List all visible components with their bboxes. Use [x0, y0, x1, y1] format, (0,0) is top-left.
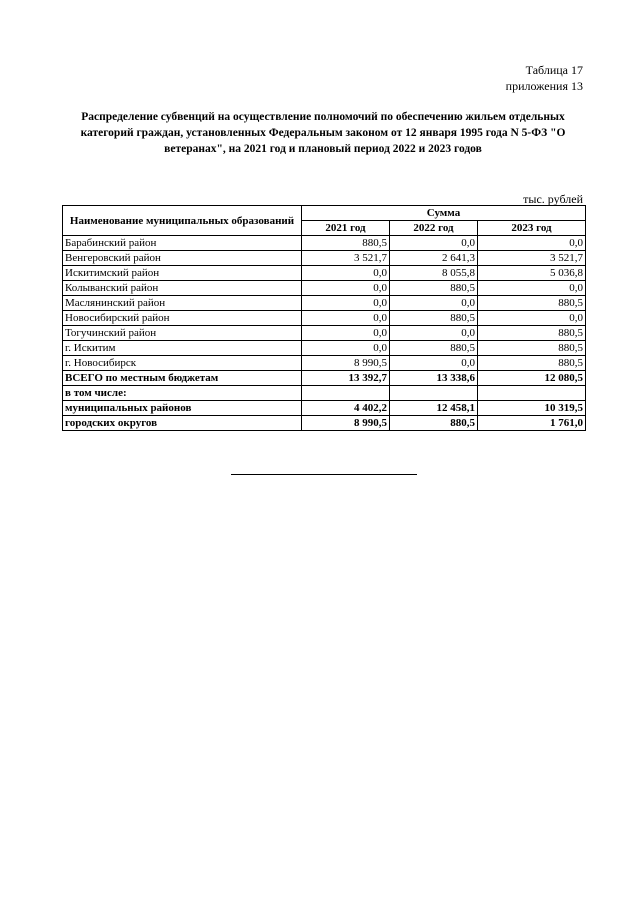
- amount-cell: 0,0: [302, 266, 390, 281]
- amount-cell: 8 990,5: [302, 416, 390, 431]
- units-label: тыс. рублей: [523, 192, 583, 206]
- amount-cell: 880,5: [478, 356, 586, 371]
- table-row: [63, 311, 586, 326]
- municipality-name: Барабинский район: [63, 236, 302, 251]
- amount-cell: 1 761,0: [478, 416, 586, 431]
- amount-cell: 0,0: [390, 326, 478, 341]
- amount-cell: 3 521,7: [478, 251, 586, 266]
- amount-cell: [478, 386, 586, 401]
- table-row: [63, 326, 586, 341]
- table-number: Таблица 17: [525, 63, 583, 77]
- amount-cell: 0,0: [302, 281, 390, 296]
- amount-cell: 0,0: [302, 326, 390, 341]
- column-header-sum: Сумма: [302, 206, 586, 221]
- amount-cell: 880,5: [478, 326, 586, 341]
- municipality-name: г. Искитим: [63, 341, 302, 356]
- appendix-label: приложения 13: [505, 79, 583, 93]
- amount-cell: 0,0: [302, 296, 390, 311]
- municipality-name: Маслянинский район: [63, 296, 302, 311]
- table-row: [63, 401, 586, 416]
- table-row: [63, 416, 586, 431]
- amount-cell: 880,5: [390, 281, 478, 296]
- amount-cell: 880,5: [390, 311, 478, 326]
- amount-cell: 4 402,2: [302, 401, 390, 416]
- municipality-name: Тогучинский район: [63, 326, 302, 341]
- subvention-table: [62, 205, 586, 431]
- table-caption: [506, 62, 583, 94]
- table-row: [63, 266, 586, 281]
- amount-cell: 3 521,7: [302, 251, 390, 266]
- amount-cell: 0,0: [478, 311, 586, 326]
- amount-cell: 13 338,6: [390, 371, 478, 386]
- municipality-name: Венгеровский район: [63, 251, 302, 266]
- amount-cell: 10 319,5: [478, 401, 586, 416]
- column-header-year: 2021 год: [302, 221, 390, 236]
- amount-cell: 5 036,8: [478, 266, 586, 281]
- amount-cell: 0,0: [478, 281, 586, 296]
- amount-cell: 8 990,5: [302, 356, 390, 371]
- amount-cell: [302, 386, 390, 401]
- amount-cell: 0,0: [390, 236, 478, 251]
- table-row: [63, 251, 586, 266]
- table-row: [63, 281, 586, 296]
- footer-divider: [231, 474, 417, 475]
- amount-cell: 13 392,7: [302, 371, 390, 386]
- amount-cell: [390, 386, 478, 401]
- table-row: [63, 386, 586, 401]
- municipality-name: Искитимский район: [63, 266, 302, 281]
- column-header-name: Наименование муниципальных образований: [63, 206, 302, 236]
- document-title: Распределение субвенций на осуществление полномочий по обеспечению жильем отдельных категорий граждан, установленных Федеральным законом от 12 января 1995 года N 5-ФЗ "О ветеранах", на 2021 год и плановый период 2022 и 2023 годов: [80, 111, 566, 155]
- municipality-name: ВСЕГО по местным бюджетам: [63, 371, 302, 386]
- amount-cell: 12 080,5: [478, 371, 586, 386]
- table-row: [63, 296, 586, 311]
- municipality-name: г. Новосибирск: [63, 356, 302, 371]
- amount-cell: 880,5: [390, 416, 478, 431]
- municipality-name: городских округов: [63, 416, 302, 431]
- municipality-name: муниципальных районов: [63, 401, 302, 416]
- amount-cell: 880,5: [478, 296, 586, 311]
- amount-cell: 0,0: [390, 296, 478, 311]
- column-header-year: 2023 год: [478, 221, 586, 236]
- amount-cell: 0,0: [302, 341, 390, 356]
- amount-cell: 8 055,8: [390, 266, 478, 281]
- amount-cell: 2 641,3: [390, 251, 478, 266]
- amount-cell: 880,5: [390, 341, 478, 356]
- municipality-name: Новосибирский район: [63, 311, 302, 326]
- amount-cell: 0,0: [478, 236, 586, 251]
- table-row: [63, 236, 586, 251]
- amount-cell: 12 458,1: [390, 401, 478, 416]
- table-row: [63, 371, 586, 386]
- municipality-name: Колыванский район: [63, 281, 302, 296]
- amount-cell: 0,0: [390, 356, 478, 371]
- amount-cell: 0,0: [302, 311, 390, 326]
- amount-cell: 880,5: [478, 341, 586, 356]
- amount-cell: 880,5: [302, 236, 390, 251]
- column-header-year: 2022 год: [390, 221, 478, 236]
- table-row: [63, 341, 586, 356]
- municipality-name: в том числе:: [63, 386, 302, 401]
- table-row: [63, 356, 586, 371]
